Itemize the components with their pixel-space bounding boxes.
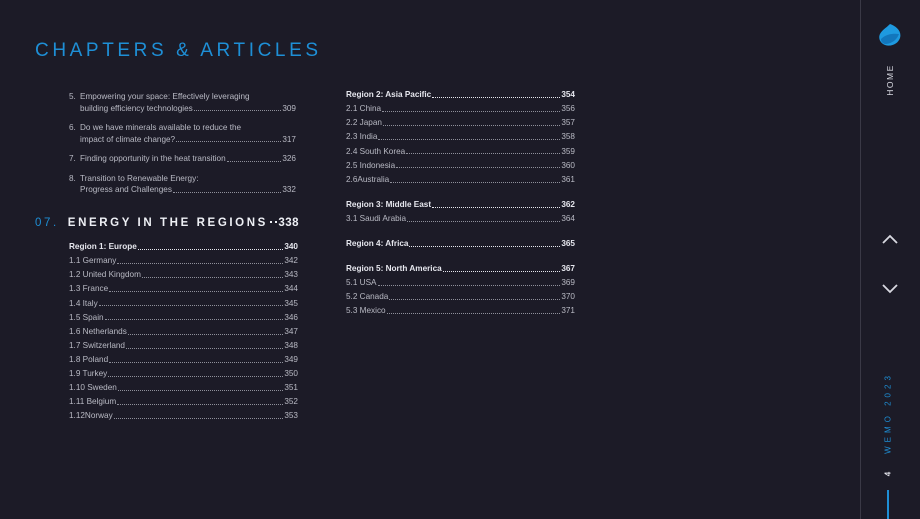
article-page: 309 bbox=[282, 103, 296, 113]
leader-dots bbox=[443, 271, 561, 272]
country-page: 357 bbox=[561, 118, 575, 128]
country-entry[interactable] bbox=[346, 116, 575, 130]
article-title-line2: impact of climate change? bbox=[80, 134, 176, 144]
country-entry[interactable] bbox=[346, 276, 575, 290]
country-label: 1.12Norway bbox=[69, 411, 113, 421]
region-spacer bbox=[346, 226, 575, 237]
article-title-line1: Finding opportunity in the heat transition bbox=[80, 154, 226, 163]
country-label: 1.7 Switzerland bbox=[69, 340, 125, 350]
article-title-line1: Transition to Renewable Energy: bbox=[80, 173, 199, 183]
country-entry[interactable] bbox=[69, 367, 298, 381]
country-page: 350 bbox=[284, 369, 298, 379]
article-item[interactable] bbox=[69, 91, 296, 114]
leader-dots bbox=[99, 305, 284, 306]
regions-right-column bbox=[346, 88, 575, 318]
country-label: 2.4 South Korea bbox=[346, 146, 406, 156]
leader-dots bbox=[390, 182, 560, 183]
leader-dots bbox=[173, 192, 281, 193]
leader-dots bbox=[378, 139, 560, 140]
country-label: 1.4 Italy bbox=[69, 298, 98, 308]
leader-dots bbox=[176, 141, 281, 142]
country-page: 353 bbox=[284, 411, 298, 421]
region-page: 354 bbox=[561, 90, 575, 100]
region-label: Region 1: Europe bbox=[69, 242, 137, 252]
country-entry[interactable] bbox=[346, 130, 575, 144]
region-heading[interactable] bbox=[346, 262, 575, 276]
country-page: 348 bbox=[284, 340, 298, 350]
article-item[interactable] bbox=[69, 173, 296, 196]
leader-dots bbox=[432, 207, 560, 208]
region-heading[interactable] bbox=[346, 198, 575, 212]
leader-dots bbox=[407, 221, 560, 222]
country-entry[interactable] bbox=[69, 339, 298, 353]
country-page: 349 bbox=[284, 354, 298, 364]
chevron-up-icon[interactable] bbox=[881, 233, 899, 245]
article-number: 7. bbox=[69, 154, 76, 163]
leader-dots bbox=[142, 277, 283, 278]
article-page: 332 bbox=[282, 185, 296, 194]
article-title-line2: Progress and Challenges bbox=[80, 185, 172, 194]
country-label: 2.5 Indonesia bbox=[346, 160, 396, 170]
article-item[interactable] bbox=[69, 122, 296, 145]
article-title-line2: building efficiency technologies bbox=[80, 103, 193, 113]
country-entry[interactable] bbox=[69, 381, 298, 395]
country-page: 371 bbox=[561, 306, 575, 316]
region-label: Region 2: Asia Pacific bbox=[346, 90, 432, 100]
region-spacer bbox=[346, 187, 575, 198]
article-title-line2-row bbox=[80, 184, 296, 196]
country-label: 2.1 China bbox=[346, 104, 382, 114]
chapter-page: 338 bbox=[278, 217, 299, 229]
article-page: 317 bbox=[282, 134, 296, 144]
country-page: 346 bbox=[284, 312, 298, 322]
leader-dots bbox=[406, 153, 560, 154]
region-label: Region 5: North America bbox=[346, 263, 442, 273]
country-label: 1.9 Turkey bbox=[69, 369, 108, 379]
leader-dots bbox=[117, 263, 283, 264]
country-label: 2.6Australia bbox=[346, 174, 390, 184]
country-label: 1.6 Netherlands bbox=[69, 326, 127, 336]
leader-dots bbox=[387, 313, 561, 314]
leader-dots bbox=[396, 167, 560, 168]
leader-dots bbox=[409, 246, 560, 247]
country-label: 1.1 Germany bbox=[69, 256, 117, 266]
country-page: 342 bbox=[284, 256, 298, 266]
leader-dots bbox=[114, 418, 284, 419]
country-label: 1.5 Spain bbox=[69, 312, 104, 322]
region-label: Region 3: Middle East bbox=[346, 199, 432, 209]
page-title: CHAPTERS & ARTICLES bbox=[35, 40, 322, 61]
country-page: 361 bbox=[561, 174, 575, 184]
leader-dots bbox=[117, 404, 283, 405]
country-page: 358 bbox=[561, 132, 575, 142]
chapter-dots bbox=[270, 221, 277, 223]
country-entry[interactable] bbox=[346, 172, 575, 186]
article-number: 8. bbox=[69, 173, 76, 183]
leader-dots bbox=[126, 348, 283, 349]
article-page: 326 bbox=[282, 154, 296, 163]
country-entry[interactable] bbox=[69, 409, 298, 423]
chapter-heading-energy-regions[interactable] bbox=[35, 217, 299, 229]
country-page: 370 bbox=[561, 292, 575, 302]
country-page: 351 bbox=[284, 383, 298, 393]
home-link[interactable]: HOME bbox=[885, 64, 895, 96]
country-entry[interactable] bbox=[69, 254, 298, 268]
leader-dots bbox=[383, 125, 560, 126]
country-label: 1.10 Sweden bbox=[69, 383, 117, 393]
leader-dots bbox=[105, 319, 284, 320]
country-entry[interactable] bbox=[69, 324, 298, 338]
leader-dots bbox=[108, 376, 283, 377]
leader-dots bbox=[138, 249, 284, 250]
leader-dots bbox=[109, 291, 283, 292]
country-entry[interactable] bbox=[346, 144, 575, 158]
country-page: 359 bbox=[561, 146, 575, 156]
country-entry[interactable] bbox=[69, 310, 298, 324]
country-page: 369 bbox=[561, 277, 575, 287]
country-entry[interactable] bbox=[346, 158, 575, 172]
leader-dots bbox=[227, 161, 282, 162]
leader-dots bbox=[378, 285, 561, 286]
country-label: 5.2 Canada bbox=[346, 292, 389, 302]
region-spacer bbox=[346, 251, 575, 262]
region-page: 362 bbox=[561, 199, 575, 209]
country-label: 1.11 Belgium bbox=[69, 397, 117, 407]
country-label: 1.3 France bbox=[69, 284, 109, 294]
country-page: 352 bbox=[284, 397, 298, 407]
country-page: 344 bbox=[284, 284, 298, 294]
article-title-line1: Do we have minerals available to reduce the bbox=[80, 123, 242, 132]
chapter-label: ENERGY IN THE REGIONS bbox=[67, 217, 268, 229]
country-label: 1.8 Poland bbox=[69, 354, 109, 364]
page-indicator-bar bbox=[887, 490, 889, 519]
chapter-number: 07. bbox=[35, 217, 59, 229]
region-page: 365 bbox=[561, 238, 575, 248]
region-heading[interactable] bbox=[346, 88, 575, 102]
regions-left-column bbox=[69, 240, 298, 423]
country-entry[interactable] bbox=[69, 268, 298, 282]
country-entry[interactable] bbox=[346, 304, 575, 318]
region-page: 367 bbox=[561, 263, 575, 273]
country-entry[interactable] bbox=[69, 395, 298, 409]
brand-logo-icon[interactable] bbox=[877, 22, 903, 48]
region-page: 340 bbox=[284, 242, 298, 252]
leader-dots bbox=[389, 299, 560, 300]
country-label: 5.1 USA bbox=[346, 277, 377, 287]
leader-dots bbox=[194, 110, 282, 111]
country-page: 364 bbox=[561, 213, 575, 223]
article-title-row bbox=[80, 153, 296, 165]
country-entry[interactable] bbox=[346, 102, 575, 116]
article-item[interactable] bbox=[69, 153, 296, 165]
country-page: 347 bbox=[284, 326, 298, 336]
country-page: 360 bbox=[561, 160, 575, 170]
country-page: 345 bbox=[284, 298, 298, 308]
country-page: 343 bbox=[284, 270, 298, 280]
chevron-down-icon[interactable] bbox=[881, 283, 899, 295]
country-label: 3.1 Saudi Arabia bbox=[346, 213, 407, 223]
country-label: 2.2 Japan bbox=[346, 118, 382, 128]
article-number: 6. bbox=[69, 123, 76, 132]
article-title-line2-row bbox=[80, 134, 296, 146]
country-label: 5.3 Mexico bbox=[346, 306, 386, 316]
articles-list bbox=[69, 91, 296, 204]
leader-dots bbox=[128, 334, 284, 335]
country-entry[interactable] bbox=[69, 282, 298, 296]
country-entry[interactable] bbox=[346, 212, 575, 226]
leader-dots bbox=[118, 390, 284, 391]
region-heading[interactable] bbox=[69, 240, 298, 254]
country-label: 2.3 India bbox=[346, 132, 378, 142]
leader-dots bbox=[432, 97, 560, 98]
page-number: 4 bbox=[883, 471, 893, 477]
footer-label: WEMO 2023 bbox=[883, 372, 893, 454]
country-entry[interactable] bbox=[69, 296, 298, 310]
country-entry[interactable] bbox=[346, 290, 575, 304]
country-entry[interactable] bbox=[69, 353, 298, 367]
leader-dots bbox=[382, 111, 560, 112]
country-label: 1.2 United Kingdom bbox=[69, 270, 141, 280]
region-heading[interactable] bbox=[346, 237, 575, 251]
article-title-line1: Empowering your space: Effectively leveraging bbox=[80, 92, 250, 101]
article-title-line2-row bbox=[80, 103, 296, 115]
region-label: Region 4: Africa bbox=[346, 238, 409, 248]
leader-dots bbox=[109, 362, 283, 363]
article-number: 5. bbox=[69, 92, 76, 101]
country-page: 356 bbox=[561, 104, 575, 114]
